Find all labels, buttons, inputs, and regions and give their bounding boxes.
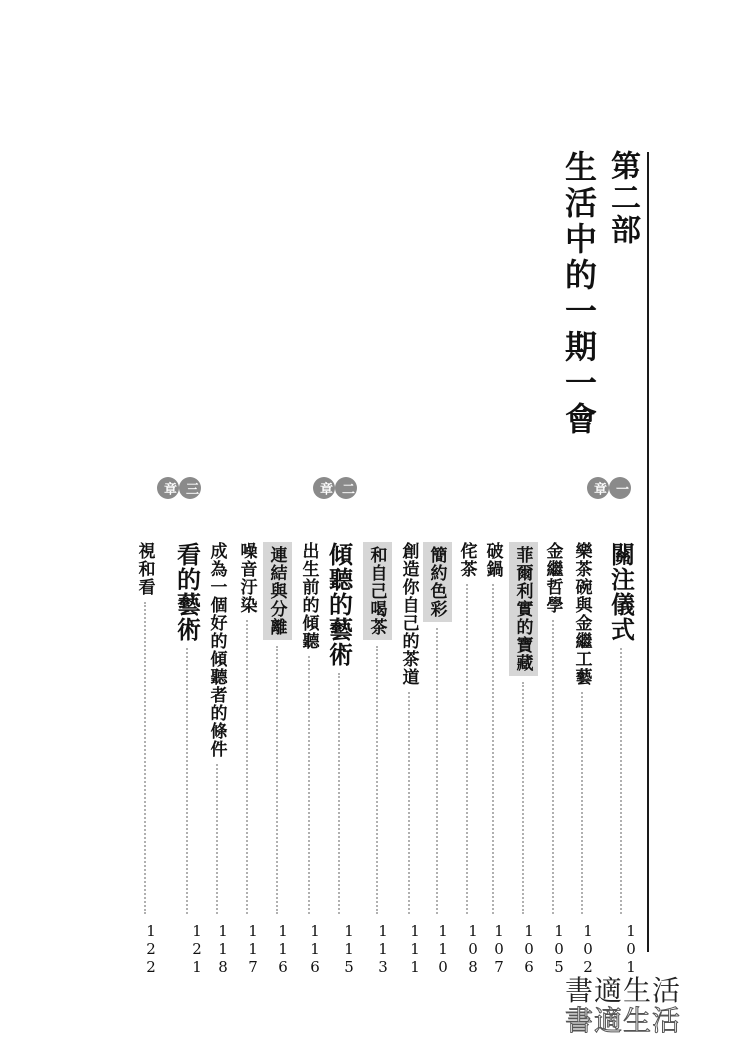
toc-section-title: 侘茶 [456, 542, 477, 578]
toc-leader-dots [308, 656, 310, 914]
toc-page-number: 107 [490, 922, 508, 976]
publisher-logo-line: 書適生活 [565, 974, 682, 1007]
chapter-badge-1 [591, 458, 631, 518]
part-title: 生活中的一期一會 [560, 150, 598, 438]
chapter-badge-numeral: 二 [335, 477, 357, 499]
toc-entry[interactable] [422, 542, 452, 976]
toc-page-number: 121 [188, 922, 206, 976]
toc-entry[interactable] [567, 542, 597, 976]
toc-entry[interactable] [394, 542, 424, 976]
toc-entry[interactable] [262, 542, 292, 976]
toc-page-number: 115 [340, 922, 358, 976]
chapter-badge-2 [317, 458, 357, 518]
toc-page-number: 108 [464, 922, 482, 976]
toc-section-title: 簡約色彩 [423, 542, 452, 622]
toc-entry[interactable] [202, 542, 232, 976]
toc-leader-dots [144, 602, 146, 914]
toc-entry[interactable] [320, 542, 358, 976]
toc-entry[interactable] [452, 542, 482, 976]
chapter-badge-numeral: 三 [179, 477, 201, 499]
toc-entry[interactable] [538, 542, 568, 976]
chapter-badge-word: 章 [313, 477, 335, 499]
toc-page-number: 111 [406, 922, 424, 976]
toc-entry[interactable] [130, 542, 160, 976]
chapter-badge-word: 章 [587, 477, 609, 499]
toc-page-number: 116 [274, 922, 292, 976]
chapter-badge-numeral: 一 [609, 477, 631, 499]
toc-page-number: 101 [622, 922, 640, 976]
toc-page-number: 110 [434, 922, 452, 976]
toc-chapter-title: 關注儀式 [606, 542, 635, 642]
toc-leader-dots [276, 646, 278, 914]
part-number: 第二部 [605, 150, 640, 246]
toc-entry[interactable] [294, 542, 324, 976]
toc-chapter-title: 傾聽的藝術 [324, 542, 353, 667]
toc-section-title: 菲爾利實的寶藏 [509, 542, 538, 676]
toc-page-number: 102 [579, 922, 597, 976]
toc-page-number: 122 [142, 922, 160, 976]
divider-line [647, 152, 649, 952]
toc-leader-dots [338, 673, 340, 914]
toc-page-number: 116 [306, 922, 324, 976]
toc-page-number: 117 [244, 922, 262, 976]
publisher-logo-outline: 書適生活 [565, 1004, 682, 1037]
toc-section-title: 樂茶碗與金繼工藝 [571, 542, 592, 686]
toc-leader-dots [466, 584, 468, 914]
toc-section-title: 視和看 [134, 542, 155, 596]
toc-section-title: 和自己喝茶 [363, 542, 392, 640]
publisher-logo [565, 976, 681, 1036]
toc-leader-dots [581, 692, 583, 914]
toc-section-title: 噪音汙染 [236, 542, 257, 614]
chapter-badge-3 [161, 458, 201, 518]
toc-leader-dots [186, 648, 188, 914]
toc-section-title: 金繼哲學 [542, 542, 563, 614]
toc-entry[interactable] [232, 542, 262, 976]
chapter-badge-word: 章 [157, 477, 179, 499]
toc-section-title: 破鍋 [482, 542, 503, 578]
toc-entry[interactable] [362, 542, 392, 976]
toc-leader-dots [376, 646, 378, 914]
toc-entry[interactable] [602, 542, 640, 976]
toc-leader-dots [436, 628, 438, 914]
toc-leader-dots [552, 620, 554, 914]
toc-page-number: 118 [214, 922, 232, 976]
toc-page-number: 106 [520, 922, 538, 976]
toc-leader-dots [408, 692, 410, 914]
toc-leader-dots [492, 584, 494, 914]
toc-section-title: 創造你自己的茶道 [398, 542, 419, 686]
toc-section-title: 成為一個好的傾聽者的條件 [206, 542, 227, 758]
toc-page-number: 113 [374, 922, 392, 976]
toc-chapter-title: 看的藝術 [172, 542, 201, 642]
toc-page-number: 105 [550, 922, 568, 976]
toc-leader-dots [620, 648, 622, 914]
toc-entry[interactable] [168, 542, 206, 976]
toc-section-title: 出生前的傾聽 [298, 542, 319, 650]
toc-section-title: 連結與分離 [263, 542, 292, 640]
toc-entry[interactable] [508, 542, 538, 976]
toc-leader-dots [522, 682, 524, 914]
toc-entry[interactable] [478, 542, 508, 976]
toc-leader-dots [216, 764, 218, 914]
toc-leader-dots [246, 620, 248, 914]
